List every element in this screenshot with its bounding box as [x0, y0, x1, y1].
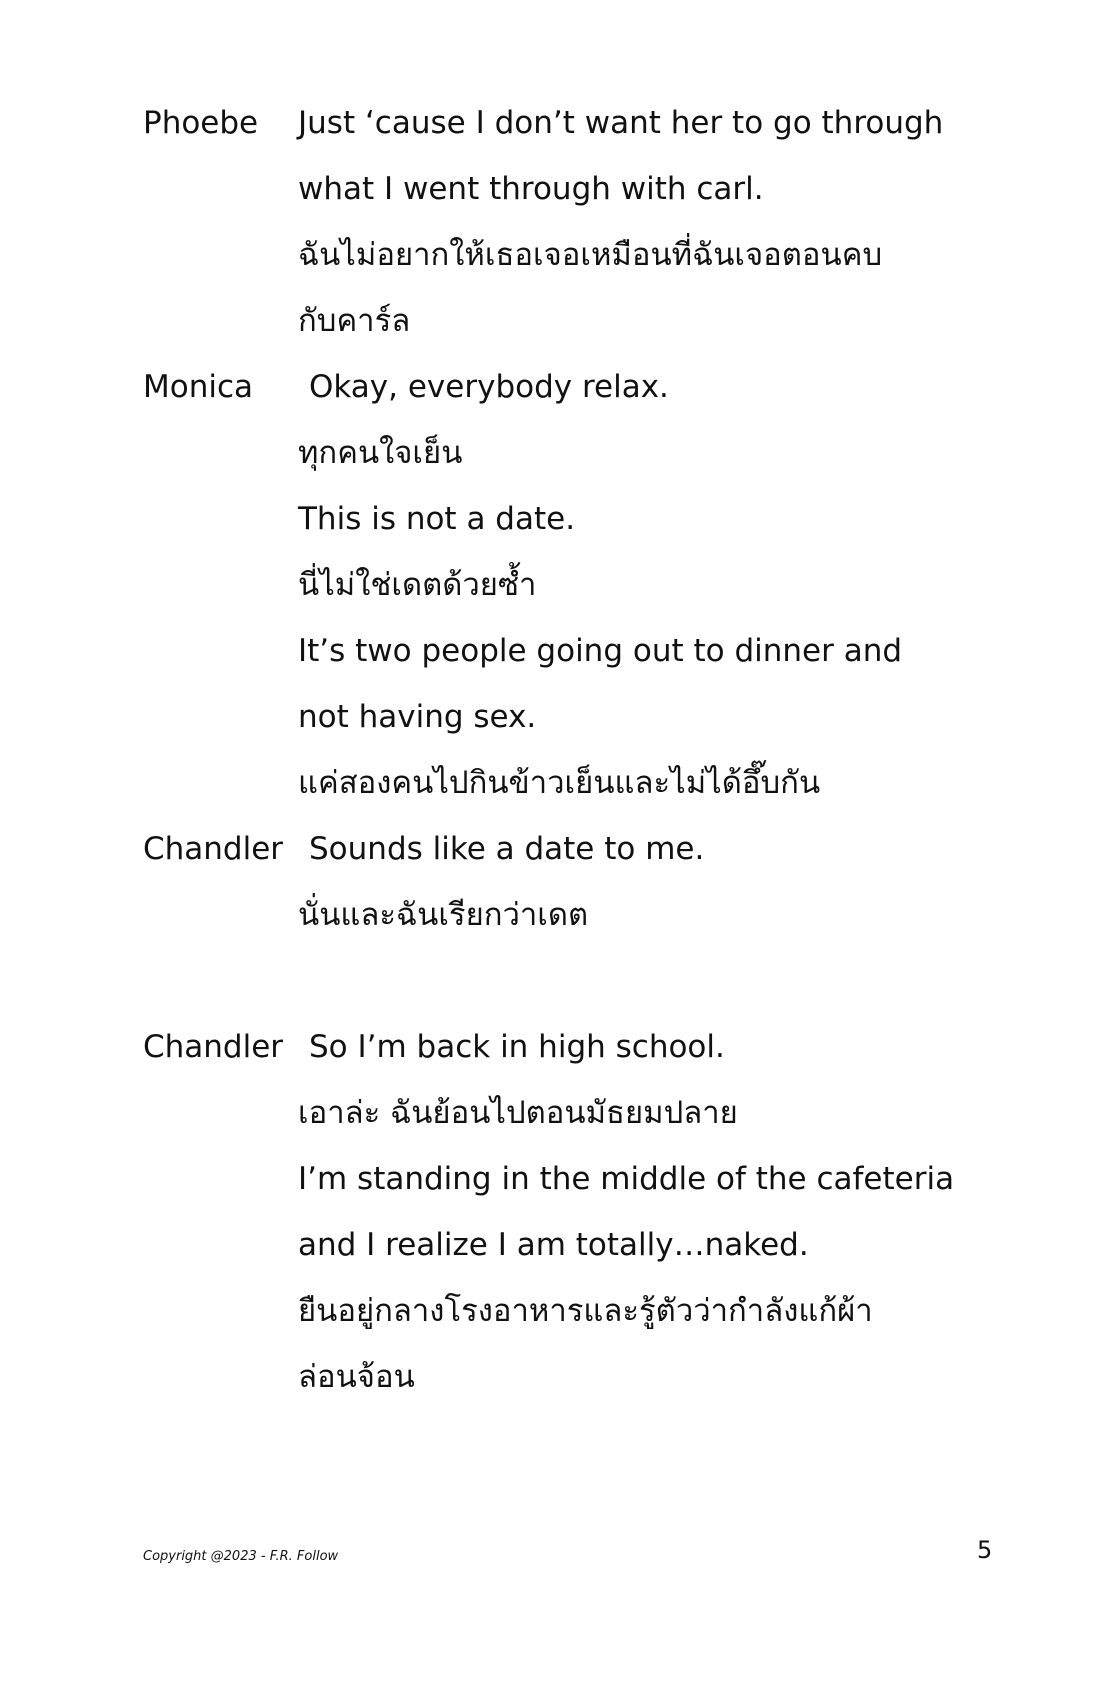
dialogue-line-thai: กับคาร์ล: [298, 303, 411, 339]
speaker-name: Chandler: [143, 1029, 284, 1065]
dialogue-line-thai: นั่นและฉันเรียกว่าเดต: [298, 897, 589, 933]
dialogue-line: I’m standing in the middle of the cafeteria: [298, 1161, 955, 1197]
copyright-notice: Copyright @2023 - F.R. Follow: [143, 1549, 339, 1564]
dialogue-line: This is not a date.: [298, 501, 576, 537]
dialogue-line: It’s two people going out to dinner and: [298, 633, 903, 669]
dialogue-line-thai: ฉันไม่อยากให้เธอเจอเหมือนที่ฉันเจอตอนคบ: [298, 237, 883, 273]
dialogue-line: Okay, everybody relax.: [309, 369, 669, 405]
dialogue-line: Sounds like a date to me.: [309, 831, 705, 867]
dialogue-line-thai: เอาล่ะ ฉันย้อนไปตอนมัธยมปลาย: [298, 1095, 738, 1131]
speaker-name: Monica: [143, 369, 254, 405]
speaker-name: Phoebe: [143, 105, 259, 141]
dialogue-line: not having sex.: [298, 699, 537, 735]
dialogue-line: what I went through with carl.: [298, 171, 764, 207]
dialogue-line: and I realize I am totally…naked.: [298, 1227, 809, 1263]
dialogue-line-thai: ล่อนจ้อน: [298, 1359, 415, 1395]
dialogue-line-thai: นี่ไม่ใช่เดตด้วยซ้ำ: [298, 567, 537, 603]
speaker-name: Chandler: [143, 831, 284, 867]
dialogue-line-thai: ทุกคนใจเย็น: [298, 435, 463, 471]
dialogue-line: So I’m back in high school.: [309, 1029, 725, 1065]
dialogue-line-thai: ยืนอยู่กลางโรงอาหารและรู้ตัวว่ากำลังแก้ผ้า: [298, 1293, 873, 1329]
dialogue-line-thai: แค่สองคนไปกินข้าวเย็นและไม่ได้อึ๊บกัน: [298, 765, 821, 801]
page-number: 5: [977, 1536, 993, 1564]
dialogue-line: Just ‘cause I don’t want her to go through: [298, 105, 944, 141]
